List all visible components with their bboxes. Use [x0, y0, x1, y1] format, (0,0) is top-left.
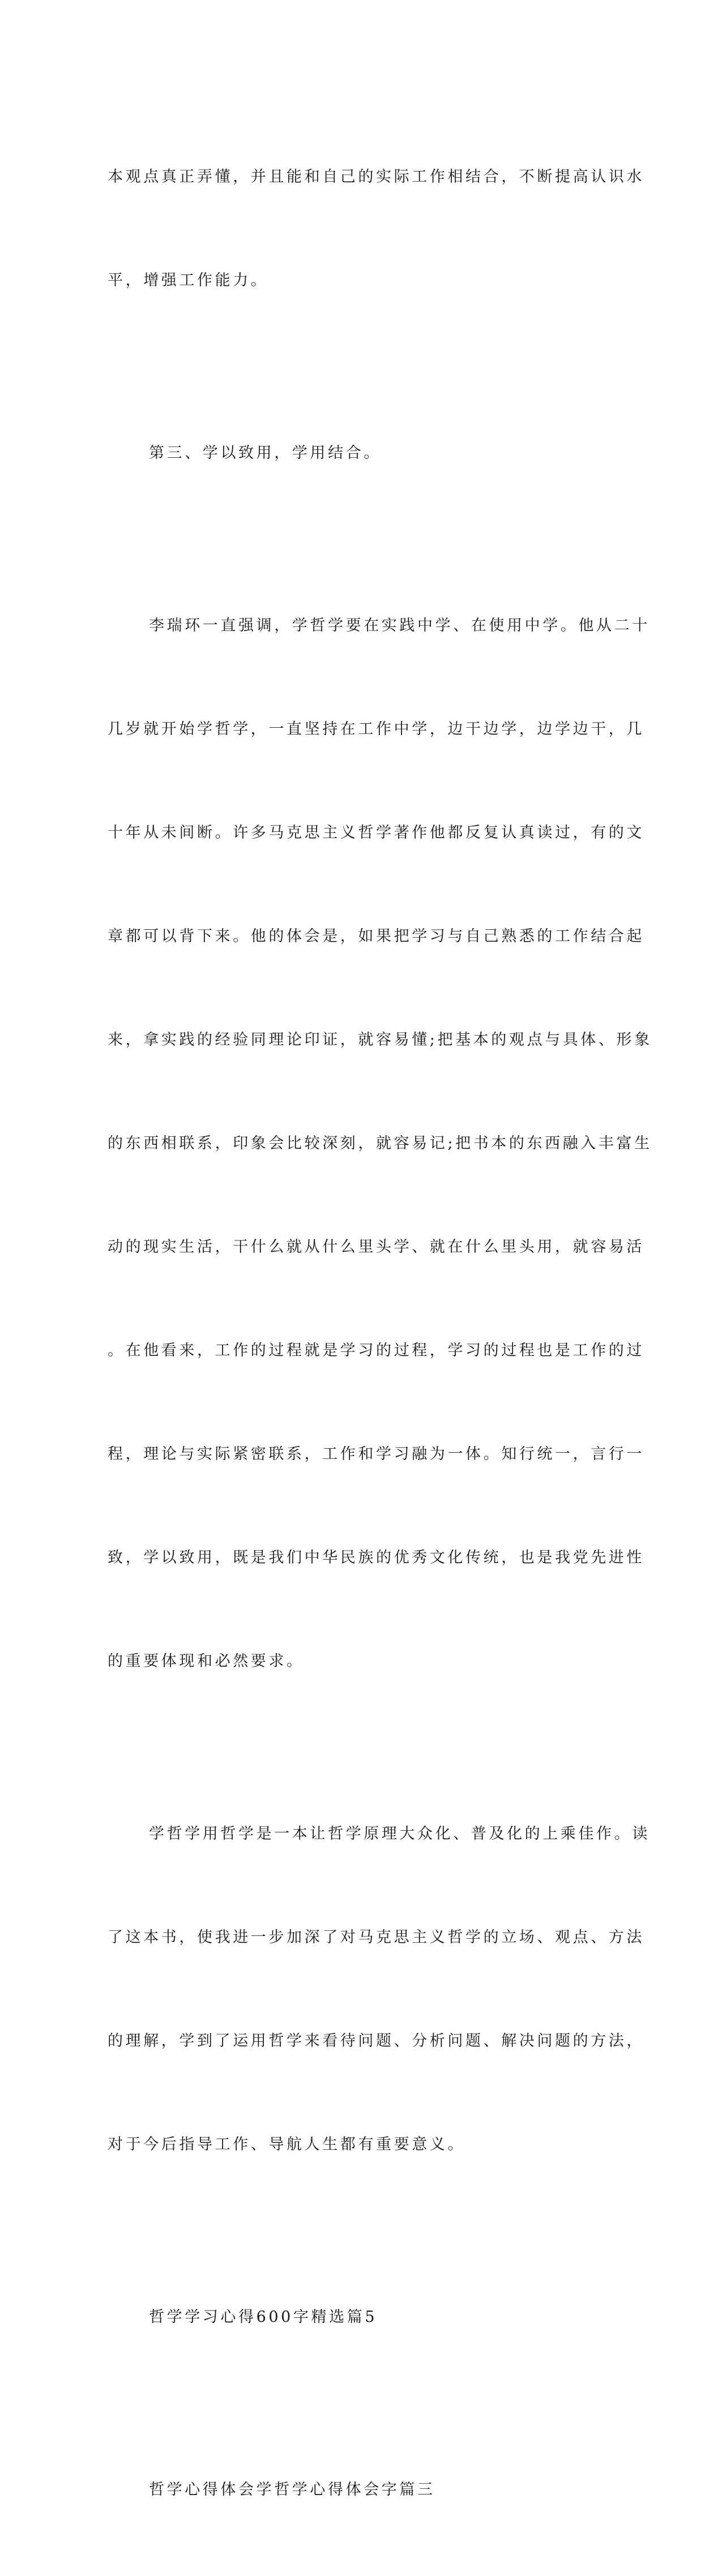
text-line: 平，增强工作能力。 [108, 272, 269, 289]
text-line: 的重要体现和必然要求。 [108, 1652, 305, 1670]
text-line: 几岁就开始学哲学，一直坚持在工作中学，边干边学，边学边干，几 [108, 720, 644, 738]
text-line: 的东西相联系，印象会比较深刻，就容易记;把书本的东西融入丰富生 [108, 1135, 652, 1152]
text-line: 致，学以致用，既是我们中华民族的优秀文化传统，也是我党先进性 [108, 1549, 644, 1566]
text-line: 李瑞环一直强调，学哲学要在实践中学、在使用中学。他从二十 [149, 617, 650, 634]
section-title-part3 [108, 2403, 614, 2576]
section-title-part5 [108, 2231, 614, 2403]
text-line: 动的现实生活，干什么就从什么里头学、就在什么里头用，就容易活 [108, 1238, 644, 1256]
heading-line: 第三、学以致用，学用结合。 [149, 444, 382, 462]
text-line: 的理解，学到了运用哲学来看待问题、分析问题、解决问题的方法， [108, 2032, 644, 2050]
paragraph-li-ruihuan [108, 539, 652, 1748]
text-line: 了这本书，使我进一步加深了对马克思主义哲学的立场、观点、方法 [108, 1929, 644, 1946]
paragraph-book-review [108, 1748, 650, 2231]
paragraph-continuation [108, 91, 644, 367]
text-line: 对于今后指导工作、导航人生都有重要意义。 [108, 2136, 465, 2153]
text-line: 学哲学用哲学是一本让哲学原理大众化、普及化的上乘佳作。读 [149, 1825, 650, 1843]
section-heading-third [108, 367, 614, 539]
document-body [108, 91, 652, 2576]
text-line: 十年从未间断。许多马克思主义哲学著作他都反复认真读过，有的文 [108, 824, 644, 842]
text-line: 本观点真正弄懂，并且能和自己的实际工作相结合，不断提高认识水 [108, 168, 644, 186]
text-line: 程，理论与实际紧密联系，工作和学习融为一体。知行统一，言行一 [108, 1445, 644, 1463]
heading-line: 哲学心得体会学哲学心得体会字篇三 [149, 2481, 435, 2498]
text-line: 来，拿实践的经验同理论印证，就容易懂;把基本的观点与具体、形象 [108, 1031, 652, 1049]
text-line: 。在他看来，工作的过程就是学习的过程，学习的过程也是工作的过 [108, 1342, 644, 1359]
heading-line: 哲学学习心得600字精选篇5 [149, 2308, 378, 2326]
text-line: 章都可以背下来。他的体会是，如果把学习与自己熟悉的工作结合起 [108, 928, 644, 945]
